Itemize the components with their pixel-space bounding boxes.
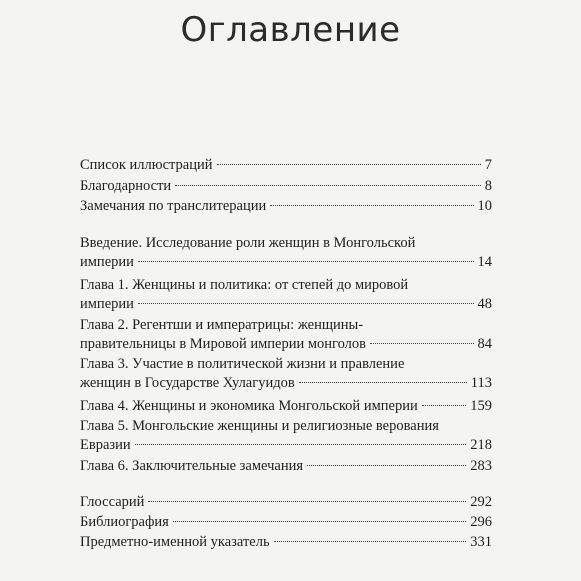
toc-page-number: 8 — [484, 178, 492, 194]
toc-entry-title: Глава 1. Женщины и политика: от степей до мировой — [80, 277, 409, 293]
toc-page-number: 113 — [470, 375, 492, 391]
page-title: Оглавление — [180, 10, 401, 50]
toc-entry-title: Евразии — [80, 437, 131, 453]
toc-entry-title: Глава 6. Заключительные замечания — [80, 458, 304, 474]
toc-entry — [80, 533, 492, 552]
dot-leader — [307, 465, 466, 466]
toc-entry-title: империи — [80, 296, 134, 312]
toc-entry-title: правительницы в Мировой империи монголов — [80, 336, 367, 352]
toc-page-number: 331 — [470, 534, 492, 550]
toc-entry-title: Глава 3. Участие в политической жизни и правление — [80, 356, 405, 372]
toc-page-number: 7 — [484, 157, 492, 173]
dot-leader — [270, 205, 473, 206]
toc-page-number: 296 — [470, 514, 492, 530]
toc-entry — [80, 234, 492, 272]
toc-entry — [80, 513, 492, 532]
toc-page-number: 48 — [477, 296, 492, 312]
dot-leader — [422, 405, 467, 406]
dot-leader — [217, 164, 481, 165]
toc-entry — [80, 177, 492, 196]
toc-entry-title: Глава 5. Монгольские женщины и религиозные верования — [80, 418, 439, 434]
dot-leader — [370, 343, 473, 344]
toc-entry — [80, 355, 492, 393]
toc-entry — [80, 417, 492, 455]
toc-entry-title: Глоссарий — [80, 494, 145, 510]
toc-entry-title: женщин в Государстве Хулагуидов — [80, 375, 295, 391]
toc-page-number: 14 — [477, 254, 492, 270]
toc-entry — [80, 397, 492, 416]
dot-leader — [135, 444, 467, 445]
toc-entry — [80, 493, 492, 512]
dot-leader — [274, 541, 467, 542]
toc-entry-title: Глава 2. Регентши и императрицы: женщины- — [80, 317, 364, 333]
toc-page-number: 218 — [470, 437, 492, 453]
toc-entry-title: Благодарности — [80, 178, 172, 194]
toc-entry — [80, 316, 492, 354]
toc-entry-title: Предметно-именной указатель — [80, 534, 270, 550]
toc-page-number: 84 — [477, 336, 492, 352]
toc-page-number: 292 — [470, 494, 492, 510]
toc-entry-title: Список иллюстраций — [80, 157, 213, 173]
dot-leader — [175, 185, 481, 186]
dot-leader — [173, 521, 466, 522]
toc-entry — [80, 276, 492, 314]
dot-leader — [299, 382, 467, 383]
toc-entry-title: Введение. Исследование роли женщин в Монгольской — [80, 235, 416, 251]
toc-entry-title: империи — [80, 254, 134, 270]
toc-entry — [80, 156, 492, 175]
dot-leader — [138, 261, 474, 262]
toc-entry — [80, 197, 492, 216]
toc-entry-title: Глава 4. Женщины и экономика Монгольской империи — [80, 398, 418, 414]
toc-entry-title: Замечания по транслитерации — [80, 198, 267, 214]
toc-entry-title: Библиография — [80, 514, 169, 530]
toc-page-number: 283 — [470, 458, 492, 474]
dot-leader — [148, 501, 466, 502]
toc-page-number: 10 — [477, 198, 492, 214]
toc-page-number: 159 — [470, 398, 492, 414]
toc-entry — [80, 457, 492, 476]
dot-leader — [138, 303, 474, 304]
